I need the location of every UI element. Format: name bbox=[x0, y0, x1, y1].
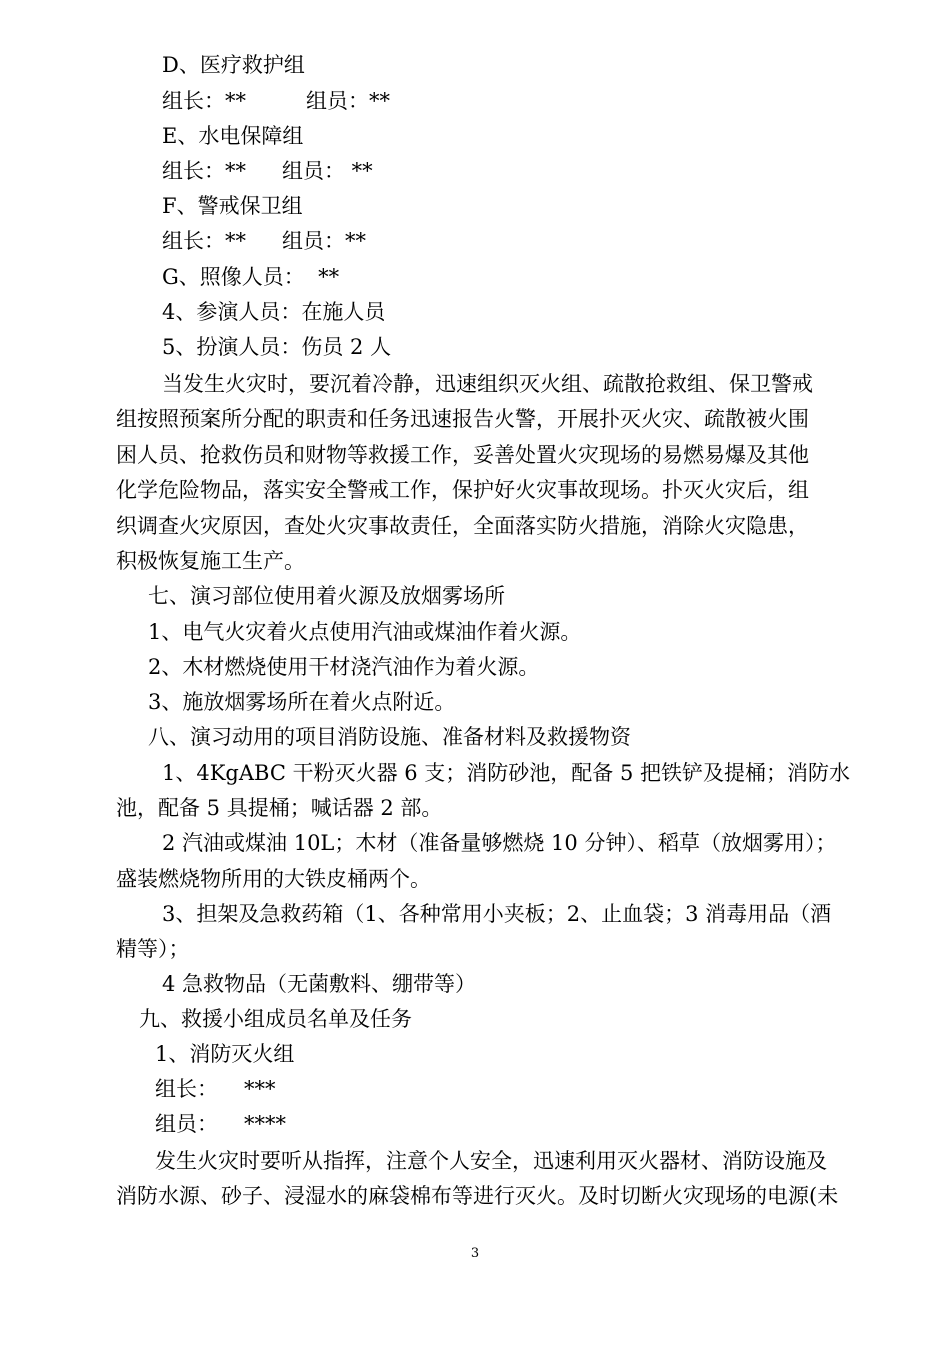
text-span: 组长：** bbox=[162, 89, 246, 113]
text-line: 2 汽油或煤油 10L；木材（准备量够燃烧 10 分钟）、稻草（放烟雾用）； bbox=[162, 831, 837, 855]
text-line bbox=[155, 1109, 286, 1139]
text-line: 2、木材燃烧使用干材浇汽油作为着火源。 bbox=[148, 655, 540, 679]
text-line: 化学危险物品，落实安全警戒工作，保护好火灾事故现场。扑灭火灾后，组 bbox=[116, 478, 809, 502]
text-span: 组长：** bbox=[162, 229, 246, 253]
text-line: 消防水源、砂子、浸湿水的麻袋棉布等进行灭火。及时切断火灾现场的电源(未 bbox=[116, 1184, 839, 1208]
text-line: 3、担架及急救药箱（1、各种常用小夹板；2、止血袋；3 消毒用品（酒 bbox=[162, 902, 832, 926]
text-line: D、医疗救护组 bbox=[162, 53, 305, 77]
text-line: 4 急救物品（无菌敷料、绷带等） bbox=[162, 972, 477, 996]
section-heading: 九、救援小组成员名单及任务 bbox=[139, 1007, 412, 1031]
text-span: 组长： bbox=[155, 1077, 218, 1101]
text-line: 池，配备 5 具提桶；喊话器 2 部。 bbox=[116, 796, 443, 820]
text-span: 组员：** bbox=[306, 89, 390, 113]
text-span: **** bbox=[244, 1112, 286, 1136]
text-line: 织调查火灾原因，查处火灾事故责任，全面落实防火措施，消除火灾隐患， bbox=[116, 514, 809, 538]
text-span: *** bbox=[244, 1077, 276, 1101]
text-line: E、水电保障组 bbox=[162, 124, 304, 148]
section-heading: 七、演习部位使用着火源及放烟雾场所 bbox=[148, 584, 505, 608]
text-line: 精等）； bbox=[116, 937, 190, 961]
text-line: 组按照预案所分配的职责和任务迅速报告火警，开展扑灭火灾、疏散被火围 bbox=[116, 407, 809, 431]
text-span: 组长：** bbox=[162, 159, 246, 183]
text-line: 4、参演人员：在施人员 bbox=[162, 300, 386, 324]
text-line: 1、消防灭火组 bbox=[155, 1042, 295, 1066]
page-number: 3 bbox=[470, 1246, 480, 1261]
text-line: 1、4KgABC 干粉灭火器 6 支；消防砂池，配备 5 把铁铲及提桶；消防水 bbox=[162, 761, 851, 785]
text-line: G、照像人员： ** bbox=[162, 265, 340, 289]
text-span: 组员： ** bbox=[282, 159, 373, 183]
text-line bbox=[162, 226, 366, 256]
section-heading: 八、演习动用的项目消防设施、准备材料及救援物资 bbox=[148, 725, 631, 749]
text-line: 5、扮演人员：伤员 2 人 bbox=[162, 335, 392, 359]
text-line: 发生火灾时要听从指挥，注意个人安全，迅速利用灭火器材、消防设施及 bbox=[155, 1149, 827, 1173]
text-line: 积极恢复施工生产。 bbox=[116, 549, 305, 573]
text-span: 组员： bbox=[155, 1112, 218, 1136]
text-line bbox=[162, 86, 390, 116]
text-line: 盛装燃烧物所用的大铁皮桶两个。 bbox=[116, 867, 431, 891]
text-line: 当发生火灾时，要沉着冷静，迅速组织灭火组、疏散抢救组、保卫警戒 bbox=[162, 372, 813, 396]
text-line bbox=[162, 156, 373, 186]
text-line: F、警戒保卫组 bbox=[162, 194, 303, 218]
text-line: 1、电气火灾着火点使用汽油或煤油作着火源。 bbox=[148, 620, 582, 644]
text-line: 困人员、抢救伤员和财物等救援工作，妥善处置火灾现场的易燃易爆及其他 bbox=[116, 443, 809, 467]
text-line bbox=[155, 1074, 276, 1104]
text-line: 3、施放烟雾场所在着火点附近。 bbox=[148, 690, 456, 714]
text-span: 组员：** bbox=[282, 229, 366, 253]
